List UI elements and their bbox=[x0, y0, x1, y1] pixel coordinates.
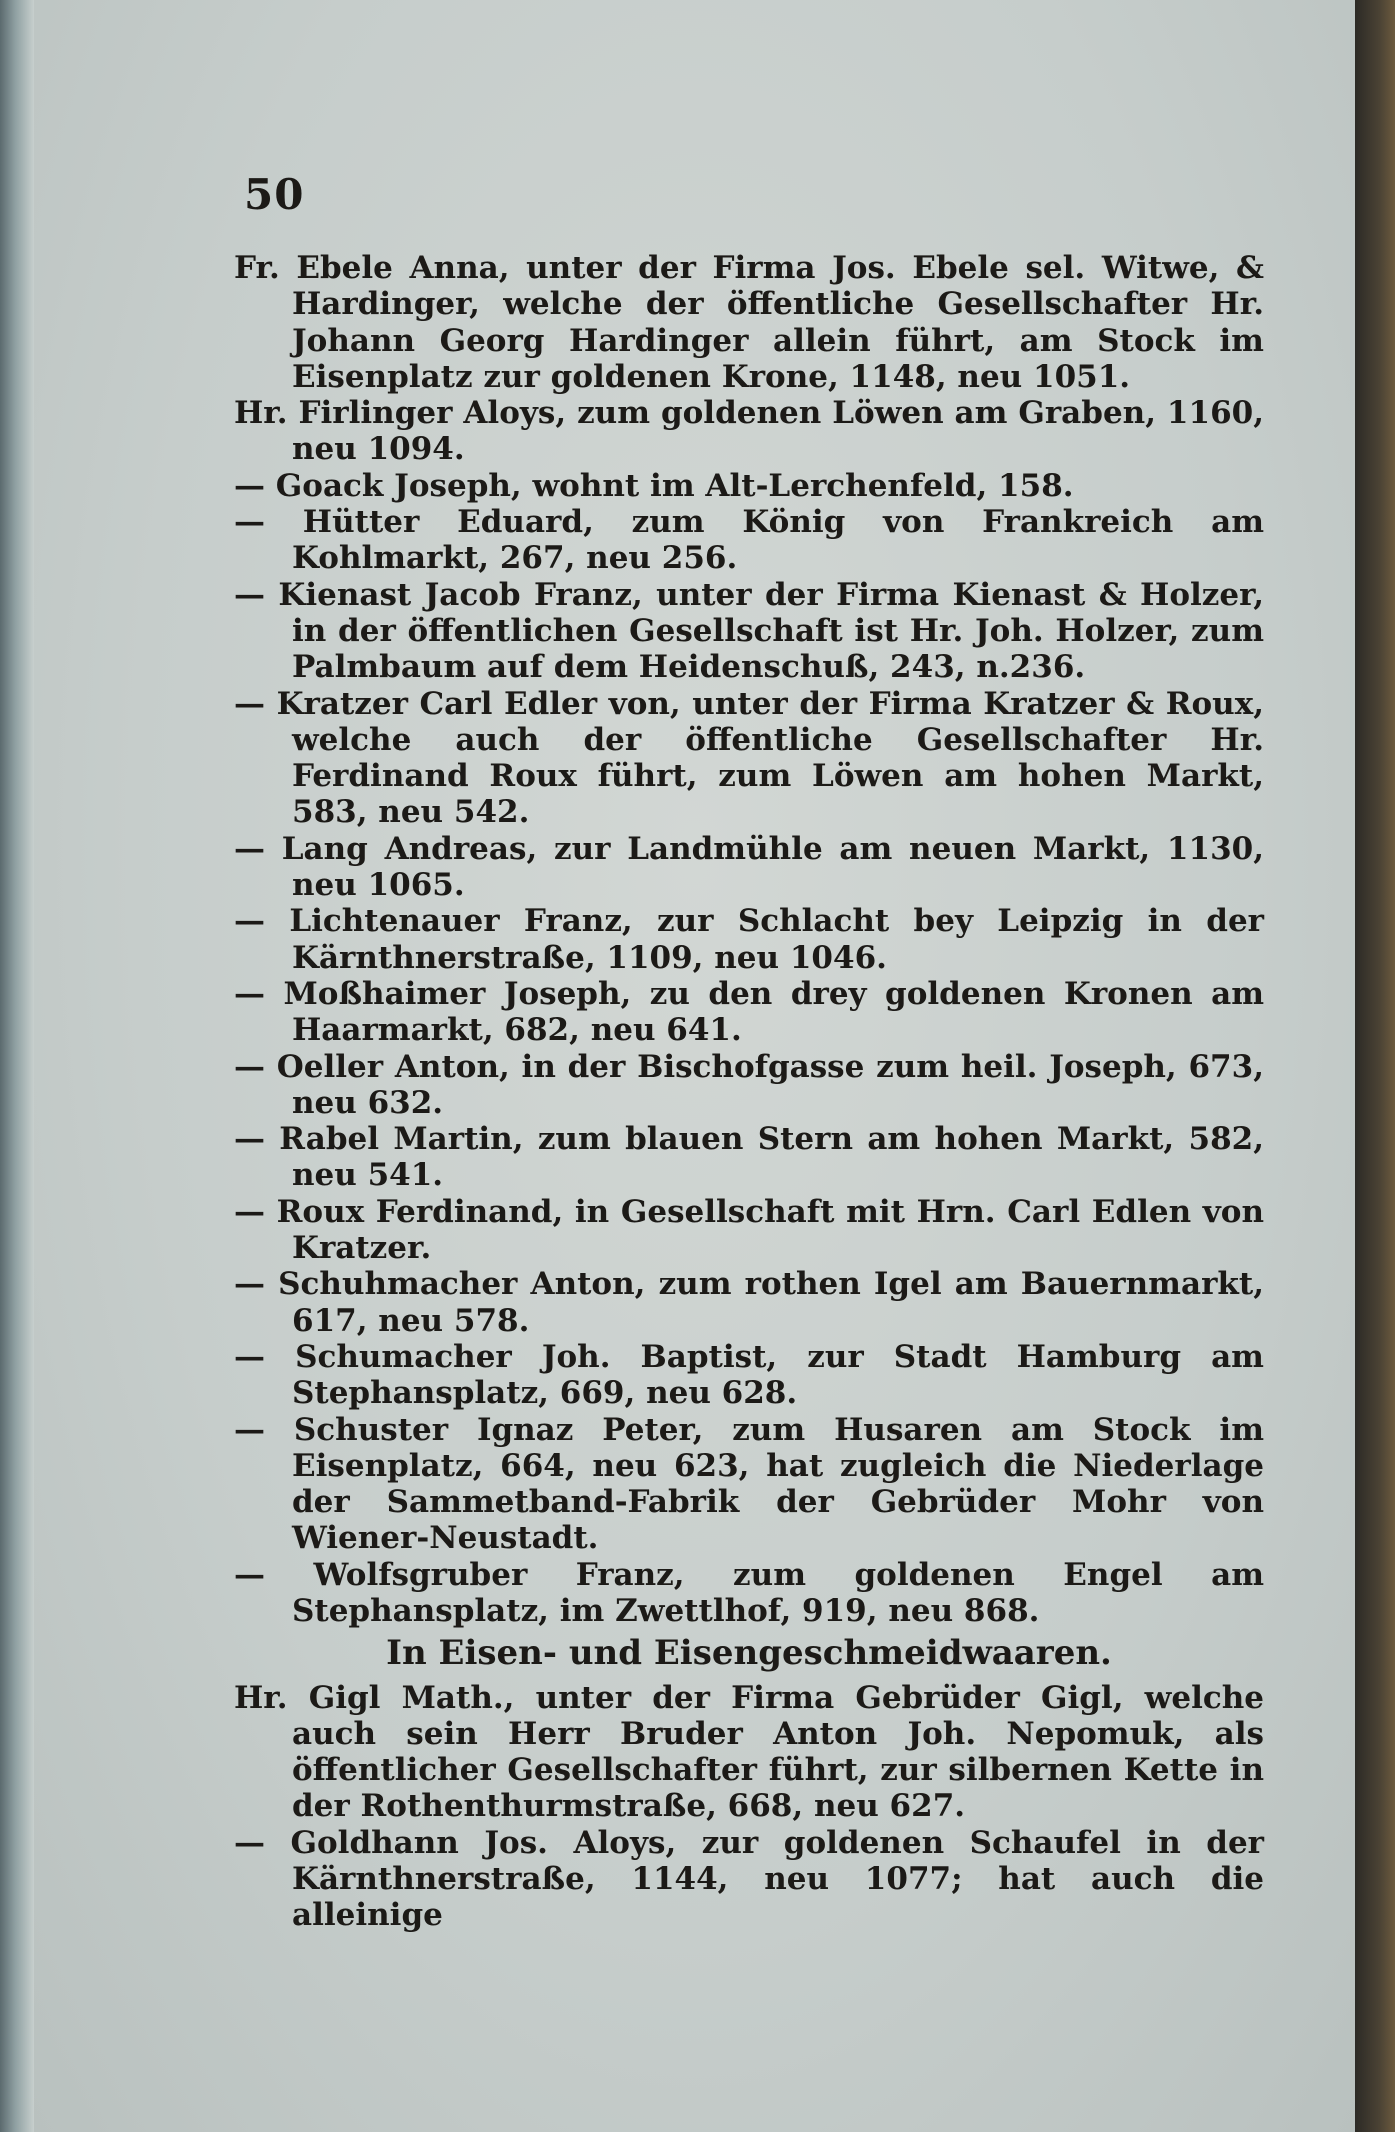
book-page bbox=[34, 0, 1355, 2132]
directory-entry: — Schumacher Joh. Baptist, zur Stadt Hamburg am Stephansplatz, 669, neu 628. bbox=[234, 1338, 1264, 1412]
directory-entry: — Wolfsgruber Franz, zum goldenen Engel am Stephansplatz, im Zwettlhof, 919, neu 868. bbox=[234, 1556, 1264, 1629]
directory-entry: — Schuster Ignaz Peter, zum Husaren am Stock im Eisenplatz, 664, neu 623, hat zugleich die Niederlage der Sammetband-Fabrik der Gebrüder Mohr von Wiener-Neustadt. bbox=[234, 1411, 1264, 1557]
directory-entry: Hr. Firlinger Aloys, zum goldenen Löwen am Graben, 1160, neu 1094. bbox=[234, 395, 1264, 468]
book-edge-right bbox=[1355, 0, 1395, 2132]
directory-listing bbox=[234, 250, 1264, 1934]
directory-entry: Fr. Ebele Anna, unter der Firma Jos. Ebele sel. Witwe, & Hardinger, welche der öffentliche Gesellschafter Hr. Johann Georg Hardinger allein führt, am Stock im Eisenplatz zur goldenen Krone, 1148, neu 1051. bbox=[234, 250, 1264, 395]
directory-entry: — Lang Andreas, zur Landmühle am neuen Markt, 1130, neu 1065. bbox=[234, 830, 1264, 904]
book-edge-left bbox=[0, 0, 34, 2132]
section-heading: In Eisen- und Eisengeschmeidwaaren. bbox=[386, 1633, 1112, 1674]
directory-entry: — Schuhmacher Anton, zum rothen Igel am Bauernmarkt, 617, neu 578. bbox=[234, 1266, 1264, 1339]
directory-entry: — Rabel Martin, zum blauen Stern am hohen Markt, 582, neu 541. bbox=[234, 1121, 1264, 1194]
directory-entry: — Goack Joseph, wohnt im Alt-Lerchenfeld, 158. bbox=[234, 467, 1074, 504]
directory-entry: — Lichtenauer Franz, zur Schlacht bey Leipzig in der Kärnthnerstraße, 1109, neu 1046. bbox=[234, 903, 1264, 976]
directory-entry: — Moßhaimer Joseph, zu den drey goldenen Kronen am Haarmarkt, 682, neu 641. bbox=[234, 975, 1264, 1049]
directory-entry: — Goldhann Jos. Aloys, zur goldenen Schaufel in der Kärnthnerstraße, 1144, neu 1077; hat auch die alleinige bbox=[234, 1824, 1264, 1934]
directory-entry: — Oeller Anton, in der Bischofgasse zum heil. Joseph, 673, neu 632. bbox=[234, 1048, 1264, 1121]
directory-entry: — Kienast Jacob Franz, unter der Firma Kienast & Holzer, in der öffentlichen Gesellschaft ist Hr. Joh. Holzer, zum Palmbaum auf dem Heidenschuß, 243, n.236. bbox=[234, 576, 1264, 686]
page-number: 50 bbox=[244, 170, 305, 219]
directory-entry: Hr. Gigl Math., unter der Firma Gebrüder Gigl, welche auch sein Herr Bruder Anton Joh. Nepomuk, als öffentlicher Gesellschafter führt, zur silbernen Kette in der Rothenthurmstraße, 668, neu 627. bbox=[234, 1679, 1264, 1825]
directory-entry: — Hütter Eduard, zum König von Frankreich am Kohlmarkt, 267, neu 256. bbox=[234, 504, 1264, 577]
directory-entry: — Kratzer Carl Edler von, unter der Firma Kratzer & Roux, welche auch der öffentliche Gesellschafter Hr. Ferdinand Roux führt, zum Löwen am hohen Markt, 583, neu 542. bbox=[234, 685, 1264, 831]
directory-entry: — Roux Ferdinand, in Gesellschaft mit Hrn. Carl Edlen von Kratzer. bbox=[234, 1193, 1264, 1267]
